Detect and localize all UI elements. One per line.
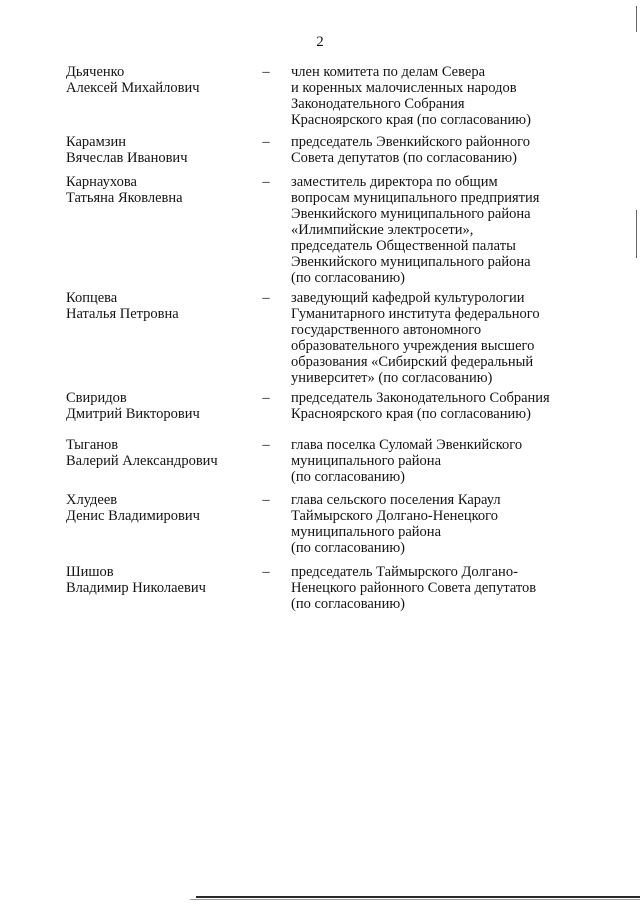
dash: – <box>262 174 270 190</box>
dash: – <box>262 437 270 453</box>
member-role <box>291 492 581 556</box>
role-line: Красноярского края (по согласованию) <box>291 406 531 422</box>
member-surname: Тыганов <box>66 437 119 453</box>
member-role <box>291 134 581 166</box>
role-line: заместитель директора по общим <box>291 174 498 190</box>
member-given-name: Денис Владимирович <box>66 508 200 524</box>
role-line: муниципального района <box>291 524 441 540</box>
dash: – <box>262 134 270 150</box>
member-role <box>291 174 581 286</box>
role-line: член комитета по делам Севера <box>291 64 486 80</box>
role-line: Эвенкийского муниципального района <box>291 254 531 270</box>
role-line: (по согласованию) <box>291 270 405 286</box>
member-given-name: Вячеслав Иванович <box>66 150 188 166</box>
member-role <box>291 564 581 612</box>
member-name <box>66 492 256 524</box>
member-name <box>66 390 256 422</box>
member-given-name: Дмитрий Викторович <box>66 406 200 422</box>
member-surname: Копцева <box>66 290 118 306</box>
role-line: образовательного учреждения высшего <box>291 338 535 354</box>
member-name <box>66 290 256 322</box>
member-name <box>66 437 256 469</box>
member-given-name: Владимир Николаевич <box>66 580 206 596</box>
member-name <box>66 564 256 596</box>
member-role <box>291 390 581 422</box>
member-name <box>66 174 256 206</box>
role-line: (по согласованию) <box>291 596 405 612</box>
member-given-name: Татьяна Яковлевна <box>66 190 183 206</box>
role-line: Совета депутатов (по согласованию) <box>291 150 517 166</box>
role-line: государственного автономного <box>291 322 482 338</box>
member-role <box>291 437 581 485</box>
role-line: муниципального района <box>291 453 441 469</box>
role-line: образования «Сибирский федеральный <box>291 354 534 370</box>
dash: – <box>262 492 270 508</box>
dash: – <box>262 390 270 406</box>
role-line: Ненецкого районного Совета депутатов <box>291 580 537 596</box>
role-line: Эвенкийского муниципального района <box>291 206 531 222</box>
member-surname: Карамзин <box>66 134 127 150</box>
role-line: председатель Эвенкийского районного <box>291 134 531 150</box>
member-role <box>291 64 581 128</box>
member-surname: Дьяченко <box>66 64 125 80</box>
role-line: «Илимпийские электросети», <box>291 222 474 238</box>
role-line: университет» (по согласованию) <box>291 370 493 386</box>
role-line: заведующий кафедрой культурологии <box>291 290 525 306</box>
member-given-name: Наталья Петровна <box>66 306 179 322</box>
dash: – <box>262 564 270 580</box>
role-line: глава поселка Суломай Эвенкийского <box>291 437 523 453</box>
member-surname: Шишов <box>66 564 114 580</box>
member-surname: Хлудеев <box>66 492 118 508</box>
role-line: председатель Общественной палаты <box>291 238 516 254</box>
role-line: председатель Законодательного Собрания <box>291 390 550 406</box>
role-line: Таймырского Долгано-Ненецкого <box>291 508 498 524</box>
scan-edge-mark <box>636 6 637 32</box>
member-name <box>66 134 256 166</box>
member-surname: Свиридов <box>66 390 127 406</box>
role-line: (по согласованию) <box>291 540 405 556</box>
scan-bottom-edge <box>196 896 640 898</box>
role-line: Законодательного Собрания <box>291 96 465 112</box>
member-name <box>66 64 256 96</box>
member-surname: Карнаухова <box>66 174 137 190</box>
role-line: Гуманитарного института федерального <box>291 306 540 322</box>
dash: – <box>262 64 270 80</box>
role-line: председатель Таймырского Долгано- <box>291 564 518 580</box>
member-given-name: Валерий Александрович <box>66 453 218 469</box>
page-number: 2 <box>316 34 324 50</box>
scan-edge-mark <box>636 210 637 258</box>
member-role <box>291 290 581 386</box>
role-line: вопросам муниципального предприятия <box>291 190 540 206</box>
dash: – <box>262 290 270 306</box>
role-line: и коренных малочисленных народов <box>291 80 517 96</box>
scan-bottom-edge <box>190 899 640 900</box>
member-given-name: Алексей Михайлович <box>66 80 200 96</box>
role-line: глава сельского поселения Караул <box>291 492 501 508</box>
role-line: Красноярского края (по согласованию) <box>291 112 531 128</box>
role-line: (по согласованию) <box>291 469 405 485</box>
